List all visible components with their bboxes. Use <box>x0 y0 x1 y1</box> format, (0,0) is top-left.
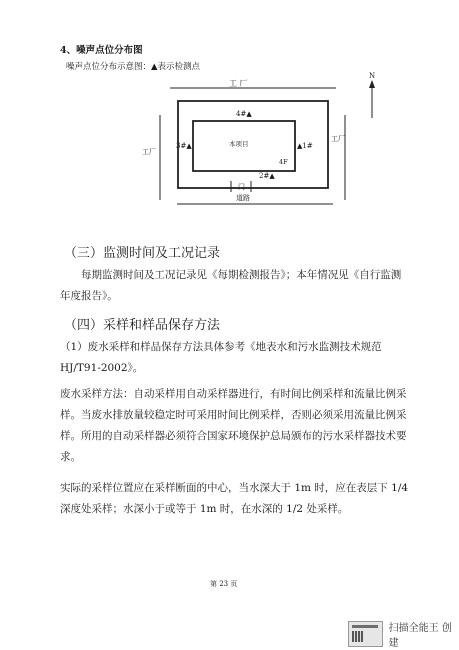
right-factory-label: 工厂 <box>331 135 345 143</box>
north-label: N <box>369 72 376 80</box>
camscanner-logo-icon <box>348 621 383 647</box>
point-3: 3#▲ <box>176 142 192 150</box>
camscanner-watermark <box>348 619 459 649</box>
left-factory-label: 工厂 <box>142 148 156 156</box>
top-factory-label: 工 厂 <box>229 79 248 88</box>
section4-title: 4、噪声点位分布图 <box>60 45 143 56</box>
road-label: 道路 <box>236 194 250 202</box>
noise-point-diagram <box>0 0 459 260</box>
building-floors: 4F <box>279 158 288 166</box>
sampling-position-paragraph: 实际的采样位置应在采样断面的中心，当水深大于 1m 时，应在表层下 1/4深度处采样；水深小于或等于 1m 时，在水深的 1/2 处采样。 <box>60 482 409 515</box>
section-monitoring-paragraph: 每期监测时间及工况记录见《每期检测报告》；本年情况见《自行监测年度报告》。 <box>60 269 402 302</box>
point-1: ▲1# <box>297 142 313 150</box>
section-monitoring-heading: （三）监测时间及工况记录 <box>64 246 221 261</box>
north-arrowhead-icon <box>369 80 375 88</box>
project-label: 本项目 <box>229 140 249 148</box>
point-4: 4#▲ <box>236 110 252 118</box>
wastewater-sampling-paragraph: 废水采样方法：自动采样用自动采样器进行，有时间比例采样和流量比例采样。当废水排放量较稳定时可采用时间比例采样，否则必须采用流量比例采样。所用的自动采样器必须符合国家环境保护总局颁布的污水采样器技术要求。 <box>60 388 407 463</box>
page-number: 第 23 页 <box>210 580 238 588</box>
diagram-legend: 噪声点位分布示意图：▲表示检测点 <box>66 62 201 72</box>
watermark-text: 扫描全能王 创建 <box>388 623 452 649</box>
section-sampling-heading: （四）采样和样品保存方法 <box>64 318 221 333</box>
point-2: 2#▲ <box>259 172 275 180</box>
gate-label: 门 <box>238 183 245 191</box>
sampling-item-1: （1）废水采样和样品保存方法具体参考《地表水和污水监测技术规范HJ/T91-2002》。 <box>60 341 382 374</box>
